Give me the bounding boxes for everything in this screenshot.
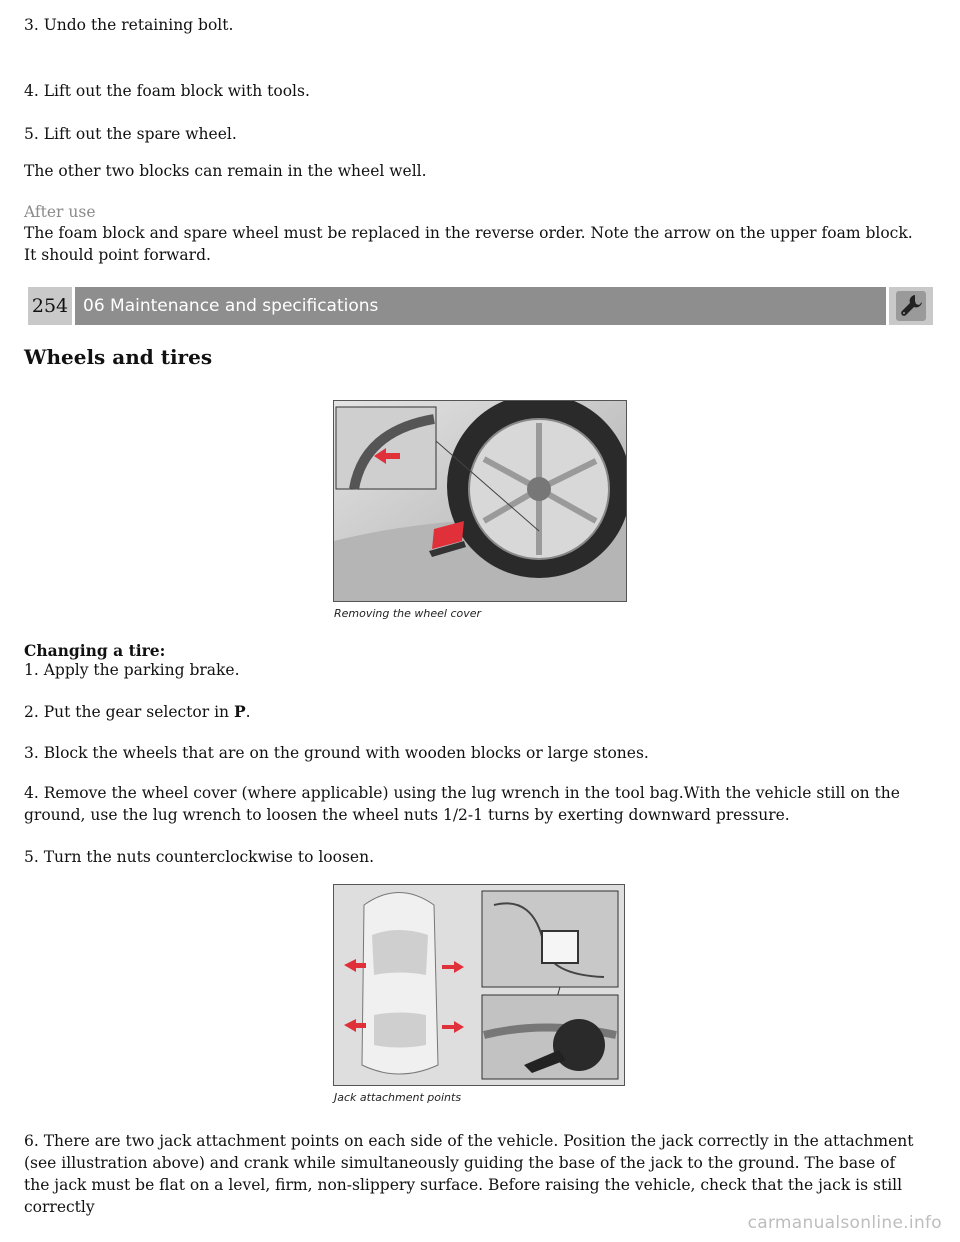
- jack-points-caption: Jack attachment points: [334, 1091, 462, 1104]
- section-title: 06 Maintenance and specifications: [75, 287, 886, 325]
- after-use-text: The foam block and spare wheel must be replaced in the reverse order. Note the arrow on the upper foam block. It should point forward.: [24, 224, 913, 264]
- section-banner: [28, 287, 933, 325]
- step-jack-position: 6. There are two jack attachment points on each side of the vehicle. Position the jack correctly in the attachment (see illustration above) and crank while simultaneously guiding the base of the jack to the ground. The base of the jack must be flat on a level, firm, non-slippery surface. Before raising the vehicle, check that the jack is still correctly: [24, 1132, 914, 1216]
- step-remove-cover: 4. Remove the wheel cover (where applicable) using the lug wrench in the tool bag.With the vehicle still on the ground, use the lug wrench to loosen the wheel nuts 1/2-1 turns by exerting downward pressure.: [24, 784, 900, 824]
- wheel-cover-figure: [333, 400, 627, 602]
- watermark: carmanualsonline.info: [747, 1213, 942, 1233]
- step-block-wheels: 3. Block the wheels that are on the ground with wooden blocks or large stones.: [24, 744, 649, 762]
- step-undo-bolt: 3. Undo the retaining bolt.: [24, 16, 234, 34]
- wrench-icon: [889, 287, 933, 325]
- wheel-cover-caption: Removing the wheel cover: [334, 607, 482, 620]
- after-use-heading: After use: [24, 203, 96, 221]
- step-parking-brake: 1. Apply the parking brake.: [24, 661, 240, 679]
- changing-heading: Changing a tire:: [24, 641, 166, 660]
- section-heading: Wheels and tires: [24, 345, 213, 369]
- note-blocks: The other two blocks can remain in the wheel well.: [24, 162, 427, 180]
- page-number: 254: [28, 287, 72, 325]
- step-lift-foam: 4. Lift out the foam block with tools.: [24, 82, 310, 100]
- step-turn-nuts: 5. Turn the nuts counterclockwise to loosen.: [24, 848, 374, 866]
- jack-points-figure: [333, 884, 625, 1086]
- step-gear-selector: 2. Put the gear selector in P.: [24, 702, 251, 721]
- step-lift-spare: 5. Lift out the spare wheel.: [24, 125, 237, 143]
